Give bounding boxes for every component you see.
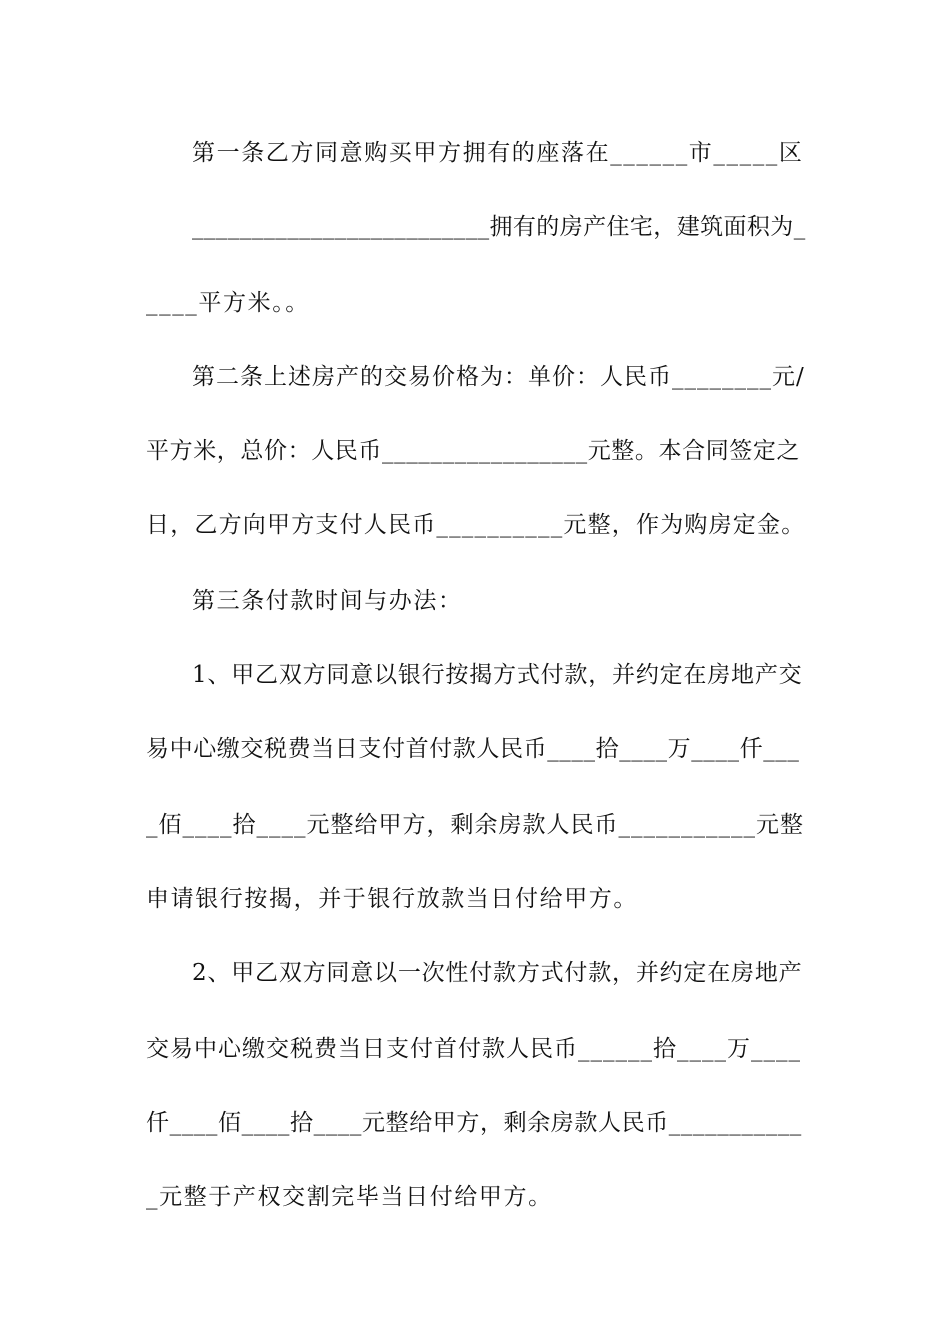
- clause-1-line-1: 第一条乙方同意购买甲方拥有的座落在______市_____区: [192, 140, 804, 166]
- item-2-line-3: 仟____佰____拾____元整给甲方，剩余房款人民币___________: [146, 1110, 802, 1136]
- item-1-line-4: 申请银行按揭，并于银行放款当日付给甲方。: [146, 886, 638, 912]
- clause-1-line-2: _________________________拥有的房产住宅，建筑面积为_: [192, 214, 806, 240]
- item-1-line-3: _佰____拾____元整给甲方，剩余房款人民币___________元整: [146, 812, 804, 838]
- clause-1-line-3: ____平方米。。: [146, 290, 310, 316]
- clause-2-line-2: 平方米，总价：人民币_________________元整。本合同签定之: [146, 438, 801, 464]
- item-2-line-4: _元整于产权交割完毕当日付给甲方。: [146, 1184, 553, 1210]
- clause-2-line-3: 日，乙方向甲方支付人民币__________元整，作为购房定金。: [146, 512, 806, 538]
- clause-3-heading: 第三条付款时间与办法：: [192, 588, 463, 614]
- item-1-line-1: 1、甲乙双方同意以银行按揭方式付款，并约定在房地产交: [192, 662, 803, 688]
- clause-2-line-1: 第二条上述房产的交易价格为：单价：人民币________元/: [192, 364, 805, 390]
- item-2-line-2: 交易中心缴交税费当日支付首付款人民币______拾____万____: [146, 1036, 801, 1062]
- item-1-line-2: 易中心缴交税费当日支付首付款人民币____拾____万____仟___: [146, 736, 800, 762]
- item-2-line-1: 2、甲乙双方同意以一次性付款方式付款，并约定在房地产: [192, 960, 803, 986]
